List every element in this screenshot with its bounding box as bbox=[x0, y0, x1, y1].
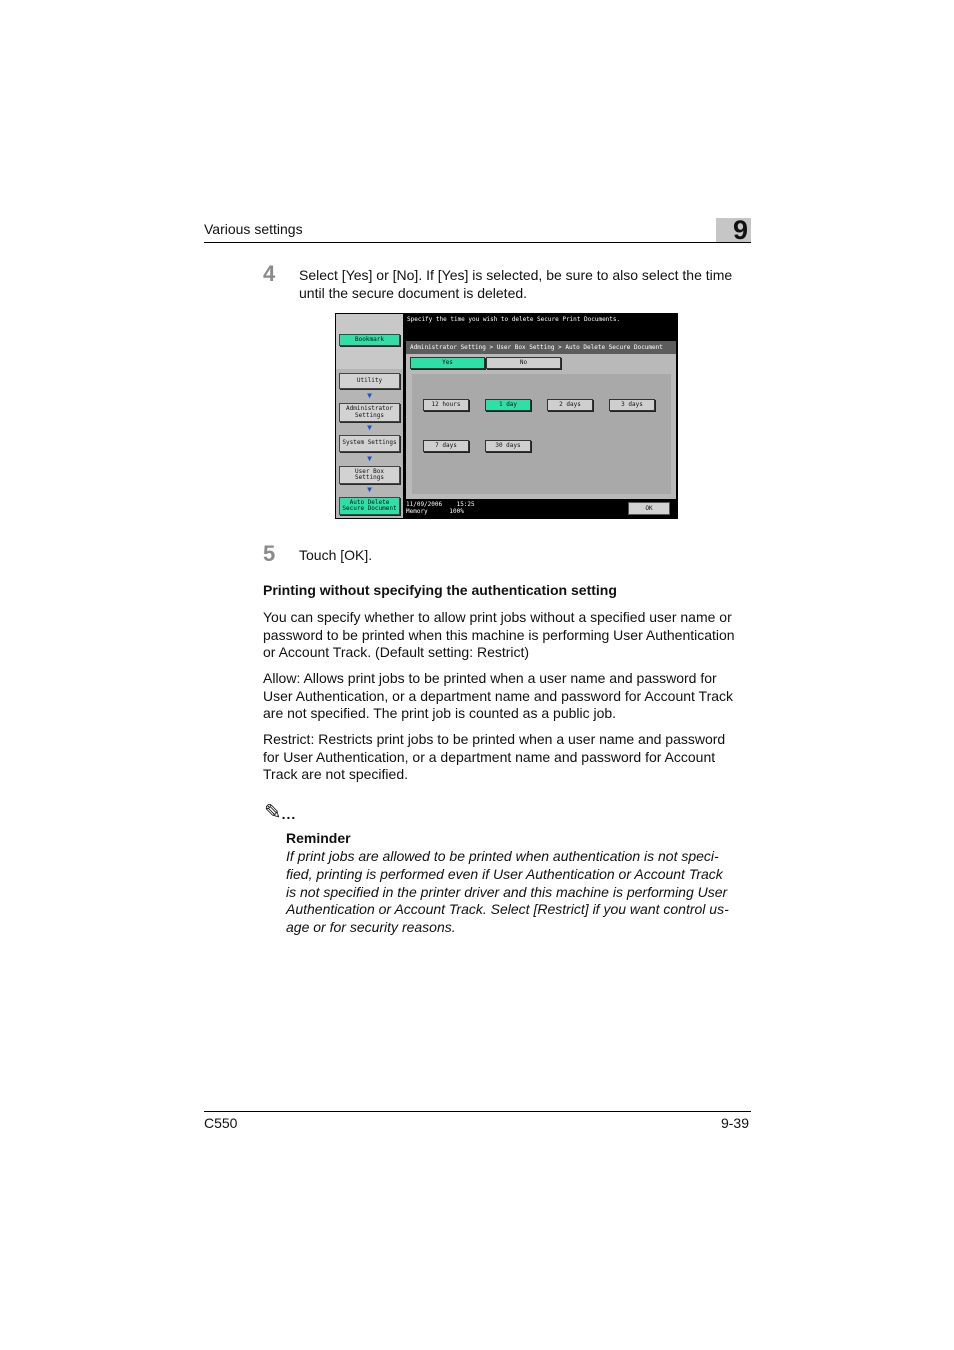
step-number: 4 bbox=[263, 261, 276, 286]
chapter-number: 9 bbox=[733, 215, 749, 245]
reminder-title: Reminder bbox=[286, 830, 351, 846]
arrow-down-icon: ▼ bbox=[367, 485, 372, 494]
time-option-2-days[interactable]: 2 days bbox=[547, 399, 593, 411]
settings-panel bbox=[406, 354, 676, 499]
time-option-30-days[interactable]: 30 days bbox=[485, 440, 531, 452]
section-title: Various settings bbox=[204, 221, 303, 237]
utility-button[interactable]: Utility bbox=[339, 373, 400, 389]
control-panel-screenshot bbox=[335, 313, 678, 519]
arrow-down-icon: ▼ bbox=[367, 454, 372, 463]
no-button[interactable]: No bbox=[486, 357, 561, 369]
arrow-down-icon: ▼ bbox=[367, 391, 372, 400]
ok-button[interactable]: OK bbox=[628, 502, 670, 515]
time-option-1-day[interactable]: 1 day bbox=[485, 399, 531, 411]
reminder-text: If print jobs are allowed to be printed when authentication is not speci- fied, printing is performed even if User Authentication or Account Track is not specified in the printer driver and this machine is performing User Authentication or Account Track. Select [Restrict] if you want control us- age or for security reasons. bbox=[286, 848, 729, 936]
footer-rule bbox=[204, 1111, 751, 1112]
paragraph-intro: You can specify whether to allow print jobs without a specified user name or password to be printed when this machine is performing User Authentication or Account Track. (Default setting: Restrict) bbox=[263, 609, 735, 660]
model-name: C550 bbox=[204, 1115, 238, 1131]
time-options-area bbox=[412, 374, 671, 494]
yes-button[interactable]: Yes bbox=[410, 357, 485, 369]
time-option-7-days[interactable]: 7 days bbox=[423, 440, 469, 452]
administrator-settings-button[interactable]: Administrator Settings bbox=[339, 403, 400, 422]
sidebar bbox=[336, 314, 403, 518]
auto-delete-secure-document-button[interactable]: Auto Delete Secure Document bbox=[339, 497, 400, 515]
page-number: 9-39 bbox=[720, 1115, 749, 1131]
time-option-3-days[interactable]: 3 days bbox=[609, 399, 655, 411]
screen-message: Specify the time you wish to delete Secure Print Documents. bbox=[407, 316, 621, 323]
step-number: 5 bbox=[263, 541, 276, 566]
system-settings-button[interactable]: System Settings bbox=[339, 435, 400, 452]
header-rule bbox=[204, 242, 751, 243]
arrow-down-icon: ▼ bbox=[367, 423, 372, 432]
section-heading: Printing without specifying the authentication setting bbox=[263, 582, 617, 598]
paragraph-allow: Allow: Allows print jobs to be printed when a user name and password for User Authentication, or a department name and password for Account Track are not specified. The print job is counted as a public job. bbox=[263, 670, 734, 721]
bookmark-button[interactable]: Bookmark bbox=[339, 334, 400, 346]
step-text: Select [Yes] or [No]. If [Yes] is selected, be sure to also select the time until the secure document is deleted. bbox=[299, 267, 733, 301]
paragraph-restrict: Restrict: Restricts print jobs to be printed when a user name and password for User Authentication, or a department name and password for Account Track are not specified. bbox=[263, 731, 726, 782]
time-option-12-hours[interactable]: 12 hours bbox=[423, 399, 469, 411]
pencil-icon: ✎... bbox=[264, 801, 297, 824]
breadcrumb: Administrator Setting > User Box Setting > Auto Delete Secure Document bbox=[406, 341, 676, 354]
status-bar: 11/09/2006 15:25 Memory 100% bbox=[406, 501, 475, 515]
step-text: Touch [OK]. bbox=[299, 547, 373, 563]
user-box-settings-button[interactable]: User Box Settings bbox=[339, 466, 400, 484]
